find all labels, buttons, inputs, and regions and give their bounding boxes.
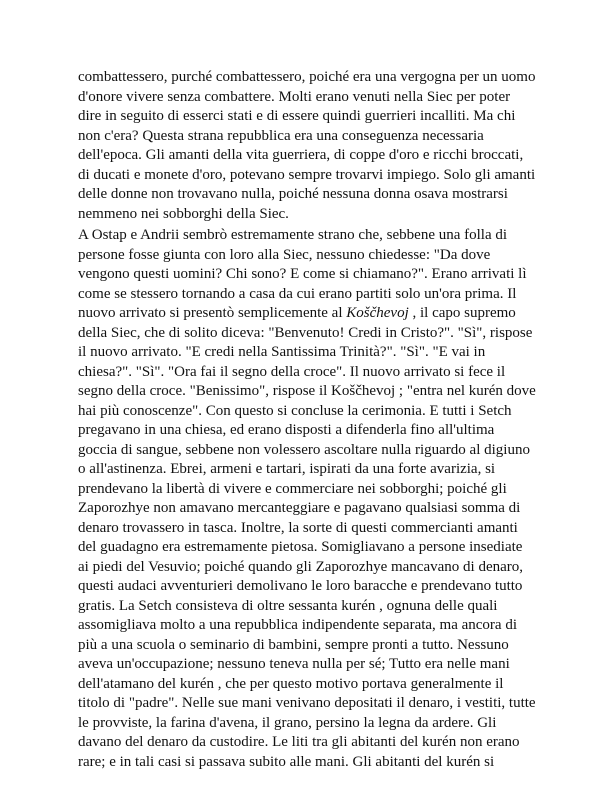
text-line: persone fosse giunta con loro alla Siec, nessuno chiedesse: "Da dove [78,246,491,263]
text-line: come se stessero tornando a casa da cui erano partiti solo un'ora prima. Il [78,285,517,302]
text-line: prendevano la libertà di vivere e commerciare nei sobborghi; poiché gli [78,480,507,497]
text-line: questi audaci avventurieri demolivano le loro baracche e prendevano tutto [78,578,523,594]
text-line: segno della croce. "Benissimo", rispose il Koščhevoj ; "entra nel kurén dove [78,383,536,399]
text-line: o all'astinenza. Ebrei, armeni e tartari, ispirati da una forte avarizia, si [78,461,496,477]
text-line: più a una scuola o seminario di bambini, sempre pronti a tutto. Nessuno [78,636,509,653]
text-line: A Ostap e Andrii sembrò estremamente strano che, sebbene una folla di [78,227,508,243]
text-line: della Siec, che di solito diceva: "Benvenuto! Credi in Cristo?". "Sì", rispose [78,324,533,341]
text-segment: nuovo arrivato si presentò semplicemente al [78,305,347,321]
text-line: hai più conoscenze". Con questo si concluse la cerimonia. E tutti i Setch [78,402,512,419]
text-line: rare; e in tali casi si passava subito alle mani. Gli abitanti del kurén si [78,753,495,770]
text-line: goccia di sangue, sebbene non volessero ascoltare nulla riguardo al digiuno [78,441,530,458]
text-line: del guadagno era estremamente pietosa. Somigliavano a persone insediate [78,539,523,555]
text-line: non c'era? Questa strana repubblica era una conseguenza necessaria [78,127,484,144]
text-line: pregavano in una chiesa, ed erano disposti a difenderla fino all'ultima [78,422,495,438]
text-line: le provviste, la farina d'avena, il grano, persino la legna da ardere. Gli [78,714,497,731]
text-line: delle donne non trovavano nulla, poiché nessuna donna osava mostrarsi [78,186,508,202]
text-line: dire in seguito di esserci stati e di essere quindi guerrieri incalliti. Ma chi [78,108,516,124]
text-line: ai piedi del Vesuvio; poiché quando gli Zaporozhye mancavano di denaro, [78,558,524,575]
text-line: combattessero, purché combattessero, poiché era una vergogna per un uomo [78,69,536,85]
text-segment: , il capo supremo [408,305,516,321]
text-line: davano del denaro da custodire. Le liti tra gli abitanti del kurén non erano [78,734,520,750]
text-line: assomigliava molto a una repubblica indipendente separata, ma ancora di [78,617,518,633]
text-line-with-italic [78,304,538,324]
text-line: titolo di "padre". Nelle sue mani venivano depositati il denaro, i vestiti, tutte [78,695,536,711]
text-line: di ducati e monete d'oro, potevano sempre trovarvi impiego. Solo gli amanti [78,166,536,183]
text-line: d'onore vivere senza combattere. Molti erano venuti nella Siec per poter [78,88,511,105]
text-line: il nuovo arrivato. "E credi nella Santissima Trinità?". "Sì". "E vai in [78,344,486,360]
text-line: Zaporozhye non amavano mercanteggiare e pagavano qualsiasi somma di [78,500,521,516]
text-line: nemmeno nei sobborghi della Siec. [78,205,289,222]
text-line: denaro trovassero in tasca. Inoltre, la sorte di questi commercianti amanti [78,519,518,536]
text-line: dell'epoca. Gli amanti della vita guerriera, di coppe d'oro e ricchi broccati, [78,147,524,163]
italic-term: Koščhevoj [346,305,409,321]
paragraph-2 [78,226,538,772]
text-line: dell'atamano del kurén , che per questo motivo portava generalmente il [78,675,504,692]
text-line: vengono questi uomini? Chi sono? E come si chiamano?". Erano arrivati lì [78,266,527,282]
text-line: aveva un'occupazione; nessuno teneva nulla per sé; Tutto era nelle mani [78,656,510,672]
text-line: gratis. La Setch consisteva di oltre sessanta kurén , ognuna delle quali [78,597,498,614]
paragraph-1 [78,68,538,224]
text-line: chiesa?". "Sì". "Ora fai il segno della croce". Il nuovo arrivato si fece il [78,363,506,380]
